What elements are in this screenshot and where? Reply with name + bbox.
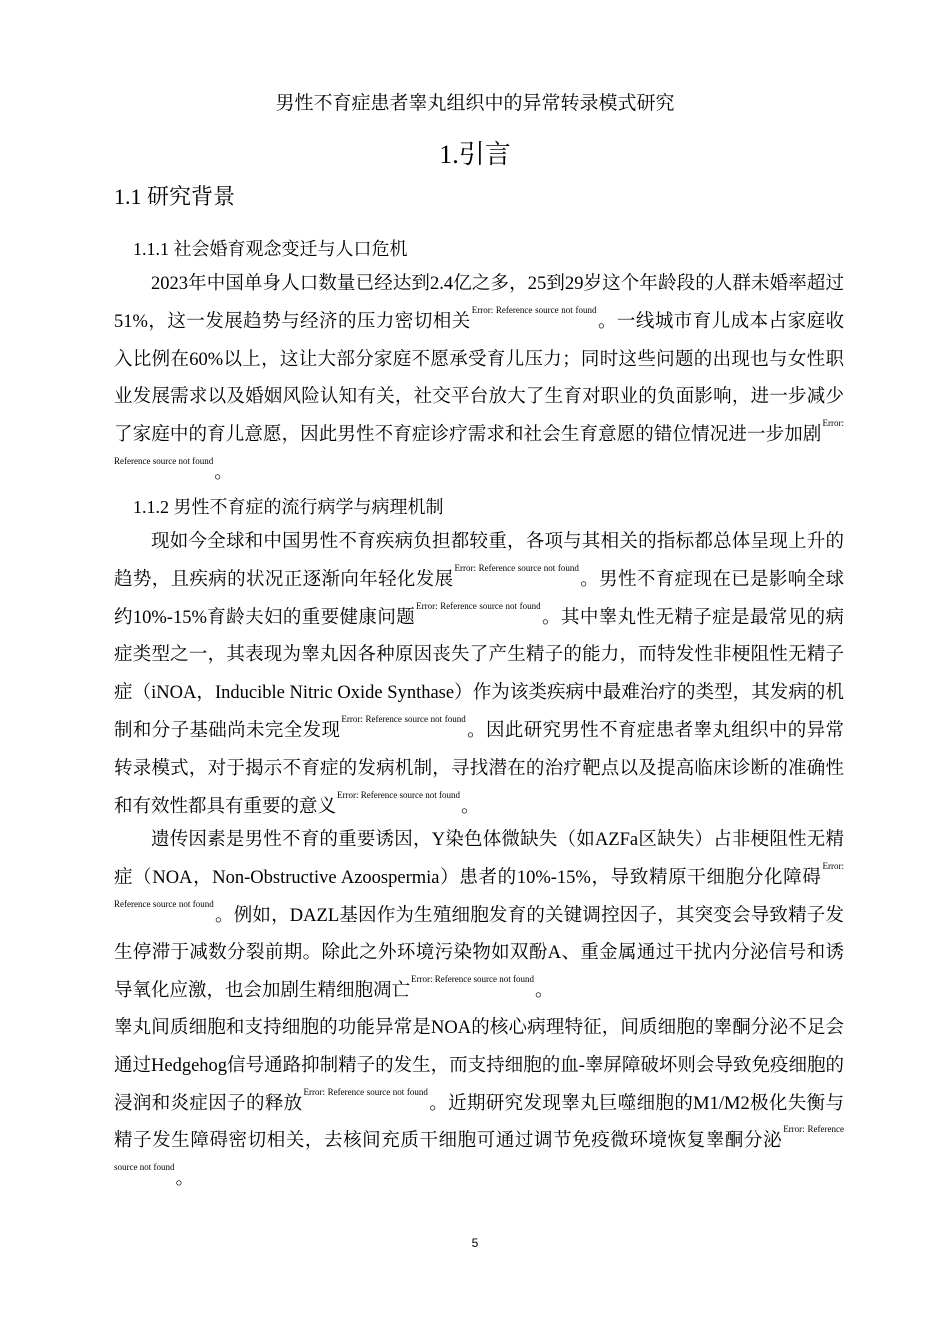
paragraph-text: 。例如，DAZL基因作为生殖细胞发育的关键调控因子，其突变会导致精子发生停滞于减数分裂前期。除此之外环境污染物如双酚A、重金属通过干扰内分泌信号和诱导氧化应激，也会加剧生精细胞凋亡 [114,905,844,1002]
paragraph-text: 。 [175,1169,195,1190]
paragraph-text: 遗传因素是男性不育的重要诱因，Y染色体微缺失（如AZFa区缺失）占非梗阻性无精症（NOA，Non-Obstructive Azoospermia）患者的10%-15%，导致精原干细胞分化障碍 [114,830,844,888]
paragraph-text: 。 [460,796,480,817]
paragraph-text: 。男性不育症现在已是影响全球约10%-15%育龄夫妇的重要健康问题 [114,569,844,628]
paragraph-1 [114,266,844,493]
paragraph-text: 。因此研究男性不育症患者睾丸组织中的异常转录模式，对于揭示不育症的发病机制，寻找潜在的治疗靶点以及提高临床诊断的准确性和有效性都具有重要的意义 [114,720,844,817]
paragraph-3 [114,822,844,1011]
paragraph-text: 。 [214,462,233,483]
paragraph-text: 。其中睾丸性无精子症是最常见的病症类型之一，其表现为睾丸因各种原因丧失了产生精子的能力，而特发性非梗阻性无精子症（iNOA，Inducible Nitric Oxide Synthase）作为该类疾病中最难治疗的类型，其发病的机制和分子基础尚未完全发现 [114,607,844,741]
paragraph-text: 。 [534,981,554,1002]
reference-error[interactable]: Error: Reference source not found [454,562,579,573]
section-title: 1.1 研究背景 [114,184,236,209]
reference-error[interactable]: Error: Reference source not found [337,789,460,800]
chapter-title: 1.引言 [439,140,511,169]
reference-error[interactable]: Error: Reference source not found [411,974,534,985]
subsection-title-1: 1.1.1 社会婚育观念变迁与人口危机 [133,239,408,259]
reference-error[interactable]: Error: Reference source not found [114,1124,844,1173]
reference-error[interactable]: Error: Reference source not found [341,713,466,724]
paragraph-text: 。近期研究发现睾丸巨噬细胞的M1/M2极化失衡与精子发生障碍密切相关，去核间充质干细胞可通过调节免疫微环境恢复睾酮分泌 [114,1093,844,1152]
paragraph-text: 2023年中国单身人口数量已经达到2.4亿之多，25到29岁这个年龄段的人群未婚率超过51%，这一发展趋势与经济的压力密切相关 [114,274,844,332]
paragraph-text: 睾丸间质细胞和支持细胞的功能异常是NOA的核心病理特征，间质细胞的睾酮分泌不足会通过Hedgehog信号通路抑制精子的发生，而支持细胞的血-睾屏障破坏则会导致免疫细胞的浸润和炎症因子的释放 [114,1018,844,1114]
paragraph-4 [114,1010,844,1199]
reference-error[interactable]: Error: Reference source not found [114,418,844,466]
running-header: 男性不育症患者睾丸组织中的异常转录模式研究 [275,93,675,114]
reference-error[interactable]: Error: Reference source not found [303,1086,428,1097]
paragraph-text: 。一线城市育儿成本占家庭收入比例在60%以上，这让大部分家庭不愿承受育儿压力；同时这些问题的出现也与女性职业发展需求以及婚姻风险认知有关，社交平台放大了生育对职业的负面影响，进一步减少了家庭中的育儿意愿，因此男性不育症诊疗需求和社会生育意愿的错位情况进一步加剧 [114,311,844,446]
page-number: 5 [471,1236,479,1250]
paragraph-2 [114,524,844,826]
paragraph-text: 现如今全球和中国男性不育疾病负担都较重，各项与其相关的指标都总体呈现上升的趋势，且疾病的状况正逐渐向年轻化发展 [114,532,844,590]
subsection-title-2: 1.1.2 男性不育症的流行病学与病理机制 [133,497,444,517]
reference-error[interactable]: Error: Reference source not found [114,860,844,909]
reference-error[interactable]: Error: Reference source not found [416,600,541,611]
reference-error[interactable]: Error: Reference source not found [471,304,597,315]
